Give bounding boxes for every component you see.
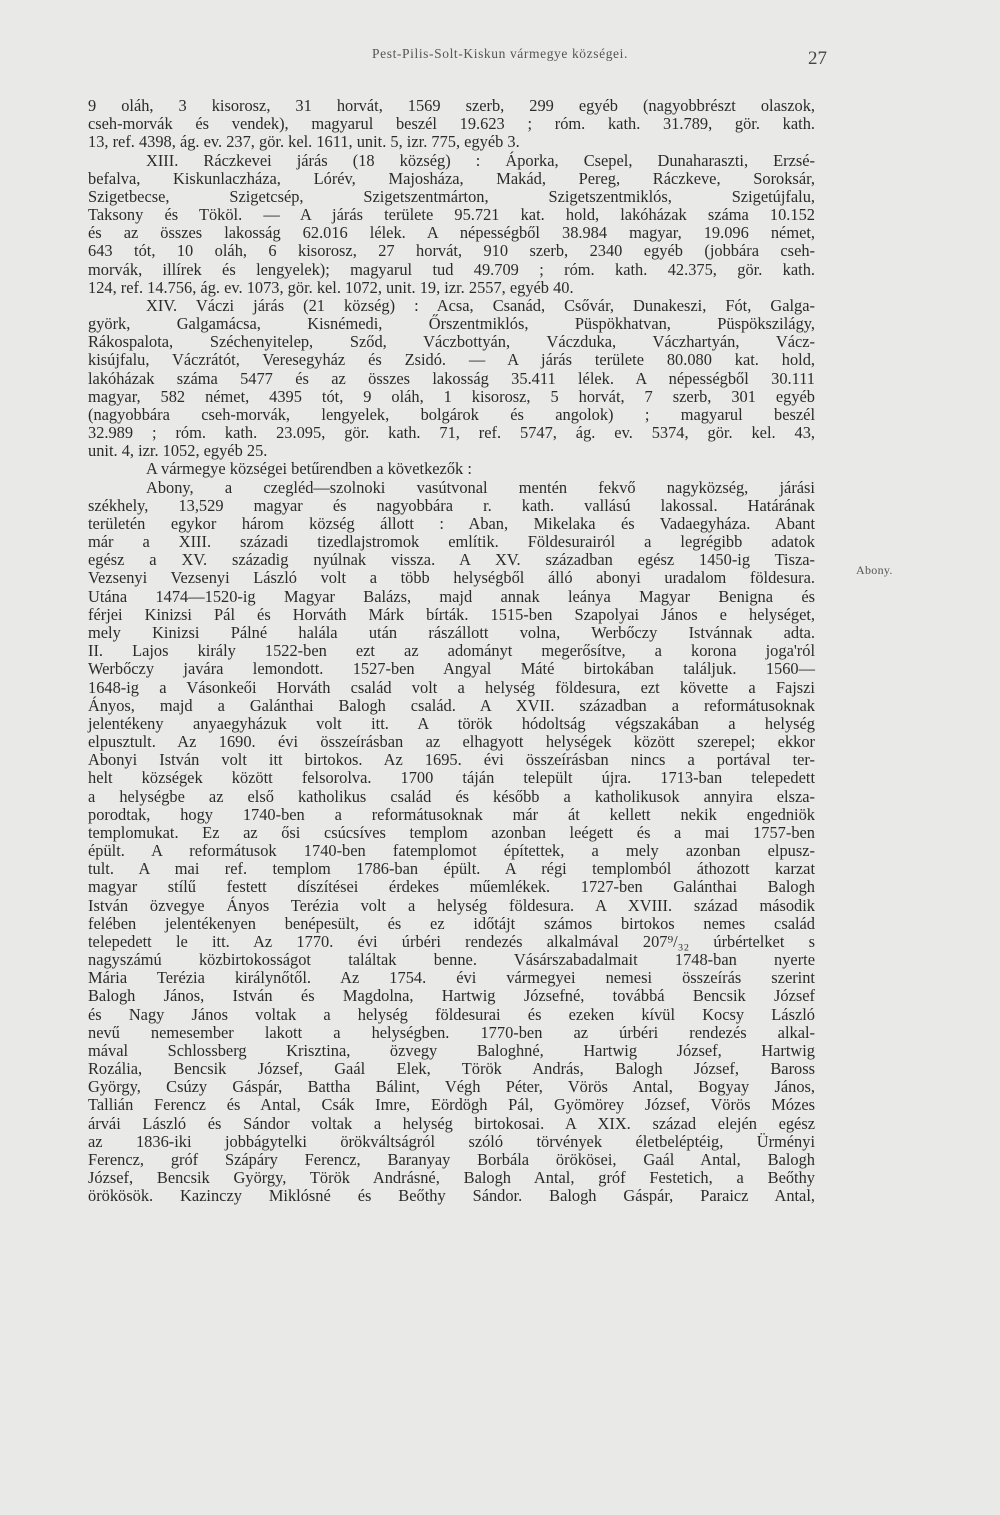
text-line: mával Schlossberg Krisztina, özvegy Baloghné, Hartwig József, Hartwig [88, 1040, 815, 1060]
text-line: József, Bencsik György, Török Andrásné, Balogh Antal, gróf Festetich, a Beőthy [88, 1168, 815, 1188]
text-line: és az összes lakosság 62.016 lélek. A népességből 38.984 magyar, 19.096 német, [88, 223, 815, 243]
text-line: épült. A reformátusok 1740-ben fatemplomot építettek, a mely azonban elpusz- [88, 841, 815, 861]
page-number: 27 [808, 48, 827, 69]
text-line: györk, Galgamácsa, Kisnémedi, Őrszentmiklós, Püspökhatvan, Püspökszilágy, [88, 314, 815, 334]
text-line: elpusztult. Az 1690. évi összeírásban az elhagyott helységek között szerepel; ekkor [88, 732, 815, 752]
text-line: Mária Terézia királynőtől. Az 1754. évi vármegyei nemesi összeírás szerint [88, 968, 815, 988]
text-line: Utána 1474—1520-ig Magyar Balázs, majd annak leánya Magyar Benigna és [88, 586, 815, 606]
text-line: Werbőczy javára lemondott. 1527-ben Angyal Máté birtokában találjuk. 1560— [88, 659, 815, 679]
text-line: már a XIII. századi tizedlajstromok említik. Földesurairól a legrégibb adatok [88, 532, 815, 552]
text-line: felében jelentékenyen benépesült, és ez időtájt számos birtokos nemes család [88, 913, 815, 933]
text-line: befalva, Kiskunlaczháza, Lórév, Majosháza, Makád, Pereg, Ráczkeve, Soroksár, [88, 168, 815, 188]
text-line: II. Lajos király 1522-ben ezt az adományt megerősítve, a korona joga'ról [88, 641, 815, 661]
text-line: XIII. Ráczkevei járás (18 község) : Áporka, Csepel, Dunaharaszti, Erzsé- [146, 150, 815, 170]
text-line: nevű nemesember lakott a helységben. 1770-ben az úrbéri rendezés alkal- [88, 1022, 815, 1042]
text-line: porodtak, hogy 1740-ben a reformátusoknak már át kellett nekik engedniök [88, 804, 815, 824]
text-line: 13, ref. 4398, ág. ev. 237, gör. kel. 1611, unit. 5, izr. 775, egyéb 3. [88, 132, 520, 152]
text-line: mely Kinizsi Pálné halála után rászállott volna, Werbőczy Istvánnak adta. [88, 622, 815, 642]
text-line: 124, ref. 14.756, ág. ev. 1073, gör. kel. 1072, unit. 19, izr. 2557, egyéb 40. [88, 277, 574, 297]
text-line: az 1836-iki jobbágytelki örökváltságról szóló törvények életbeléptéig, Ürményi [88, 1131, 815, 1151]
text-line: Vezsenyi Vezsenyi László volt a több helységből álló abonyi uradalom földesura. [88, 568, 815, 588]
text-line: örökösök. Kazinczy Miklósné és Beőthy Sándor. Balogh Gáspár, Paraicz Antal, [88, 1186, 815, 1206]
text-line: templomukat. Ez az ősi csúcsíves templom azonban leégett és a mai 1757-ben [88, 822, 815, 842]
text-line: 32.989 ; róm. kath. 23.095, gör. kath. 71, ref. 5747, ág. ev. 5374, gör. kel. 43, [88, 423, 815, 443]
text-line: morvák, illírek és lengyelek); magyarul tud 49.709 ; róm. kath. 42.375, gör. kath. [88, 259, 815, 279]
text-line: helt községek között felsorolva. 1700 táján települt újra. 1713-ban telepedett [88, 768, 815, 788]
text-line: Ferencz, gróf Szápáry Ferencz, Baranyay Borbála örökösei, Gaál Antal, Balogh [88, 1149, 815, 1169]
text-line: Abonyi István volt itt birtokos. Az 1695. évi összeírásban nincs a portával ter- [88, 750, 815, 770]
text-line: egész a XV. századig nyúlnak vissza. A XV. században egész 1450-ig Tisza- [88, 550, 815, 570]
text-line: a helységbe az első katholikus család és később a katholikusok annyira elsza- [88, 786, 815, 806]
text-line: nagyszámú közbirtokosságot találtak benne. Vásárszabadalmait 1748-ban nyerte [88, 950, 815, 970]
text-line: Rozália, Bencsik József, Gaál Elek, Török András, Balogh József, Baross [88, 1059, 815, 1079]
margin-note: Abony. [856, 563, 893, 577]
text-line: kisújfalu, Váczrátót, Veresegyház és Zsidó. — A járás területe 80.080 kat. hold, [88, 350, 815, 370]
text-line: Taksony és Tököl. — A járás területe 95.721 kat. hold, lakóházak száma 10.152 [88, 205, 815, 225]
text-line: telepedett le itt. Az 1770. évi úrbéri rendezés alkalmával 207⁹/₃₂ úrbértelket s [88, 931, 815, 951]
text-line: A vármegye községei betűrendben a következők : [146, 459, 472, 479]
text-line: cseh-morvák és vendek), magyarul beszél 19.623 ; róm. kath. 31.789, gör. kath. [88, 114, 815, 134]
text-line: 1648-ig a Vásonkeői Horváth család volt a helység földesura, ezt követte a Fajszi [88, 677, 815, 697]
text-line: Ányos, majd a Galánthai Balogh család. A XVII. században a reformátusoknak [88, 695, 815, 715]
text-line: Rákospalota, Széchenyitelep, Sződ, Váczbottyán, Váczduka, Váczhartyán, Vácz- [88, 332, 815, 352]
text-line: férjei Kinizsi Pál és Horváth Márk bírták. 1515-ben Szapolyai János e helységet, [88, 604, 815, 624]
text-line: lakóházak száma 5477 és az összes lakosság 35.411 lélek. A népességből 30.111 [88, 368, 815, 388]
text-line: jelentékeny anyaegyházuk volt itt. A török hódoltság végszakában a helység [88, 713, 815, 733]
text-line: magyar, 582 német, 4395 tót, 9 oláh, 1 kisorosz, 5 horvát, 7 szerb, 301 egyéb [88, 386, 815, 406]
text-line: (nagyobbára cseh-morvák, lengyelek, bolgárok és angolok) ; magyarul beszél [88, 404, 815, 424]
text-line: 9 oláh, 3 kisorosz, 31 horvát, 1569 szerb, 299 egyéb (nagyobbrészt olaszok, [88, 96, 815, 115]
text-line: unit. 4, izr. 1052, egyéb 25. [88, 441, 268, 461]
text-line: XIV. Váczi járás (21 község) : Acsa, Csanád, Csővár, Dunakeszi, Fót, Galga- [146, 295, 815, 315]
text-line: Abony, a czegléd—szolnoki vasútvonal mentén fekvő nagyközség, járási [146, 477, 815, 497]
text-line: székhely, 13,529 magyar és nagyobbára r. kath. vallású lakossal. Határának [88, 495, 815, 515]
text-line: magyar stílű festett díszítései érdekes műemlékek. 1727-ben Galánthai Balogh [88, 877, 815, 897]
text-line: 643 tót, 10 oláh, 6 kisorosz, 27 horvát, 910 szerb, 2340 egyéb (jobbára cseh- [88, 241, 815, 261]
text-line: Tallián Ferencz és Antal, Csák Imre, Eördögh Pál, Gyömörey József, Vörös Mózes [88, 1095, 815, 1115]
body-text [88, 97, 815, 1205]
text-line: István özvegye Ányos Terézia volt a helység földesura. A XVIII. század második [88, 895, 815, 915]
text-line: árvái László és Sándor voltak a helység birtokosai. A XIX. század elején egész [88, 1113, 815, 1133]
text-line: tult. A mai ref. templom 1786-ban épült. A régi templomból áthozott karzat [88, 859, 815, 879]
text-line: területén egykor három község állott : Aban, Mikelaka és Vadaegyháza. Abant [88, 513, 815, 533]
text-line: Szigetbecse, Szigetcsép, Szigetszentmárton, Szigetszentmiklós, Szigetújfalu, [88, 186, 815, 206]
running-header: Pest-Pilis-Solt-Kiskun vármegye községei. [372, 46, 628, 61]
text-line: és Nagy János voltak a helység földesurai és ezeken kívül Kocsy László [88, 1004, 815, 1024]
text-line: György, Csúzy Gáspár, Battha Bálint, Végh Péter, Vörös Antal, Bogyay János, [88, 1077, 815, 1097]
text-line: Balogh János, István és Magdolna, Hartwig Józsefné, továbbá Bencsik József [88, 986, 815, 1006]
